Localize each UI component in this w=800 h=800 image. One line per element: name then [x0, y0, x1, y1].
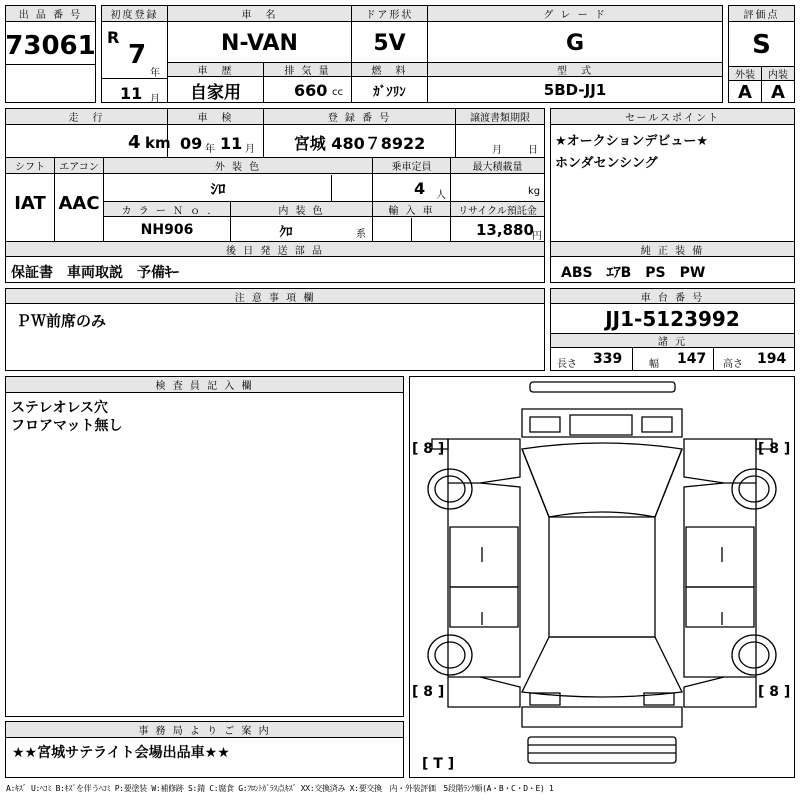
history-header: 車 歴	[168, 63, 263, 77]
displacement-header: 排 気 量	[264, 63, 351, 77]
car-name-box	[167, 5, 352, 63]
inspector-header: 検 査 員 記 入 欄	[6, 377, 403, 393]
interior-grade-value: A	[771, 81, 785, 103]
specs-height-label: 高さ	[723, 359, 743, 370]
door-value: 5V	[373, 30, 406, 56]
door-box	[351, 5, 428, 63]
door-header: ドア形状	[352, 6, 427, 22]
office-box	[5, 721, 404, 778]
shift-value: IAT	[14, 192, 46, 214]
chassis-value: JJ1-5123992	[605, 307, 740, 331]
selling-point-2: ホンダセンシング	[555, 156, 658, 171]
first-reg-era: R	[107, 28, 120, 47]
mileage-value: 4	[128, 132, 141, 153]
model-code-box	[427, 62, 723, 103]
tire-spare: [ T ]	[422, 756, 455, 772]
inspection-box	[167, 108, 264, 158]
registration-value: 宮城 480７8922	[293, 133, 426, 153]
transfer-month-unit: 月	[492, 145, 502, 156]
color-no-value: NH906	[140, 222, 194, 238]
inspector-line-1: ステレオレス穴	[11, 400, 109, 416]
chassis-box	[550, 288, 795, 371]
specs-width-value: 147	[677, 351, 707, 367]
color-no-header: カ ラ ー Ｎ ｏ .	[104, 202, 230, 217]
fuel-header: 燃 料	[352, 63, 427, 77]
grade-header: グ レ ー ド	[428, 6, 722, 22]
history-box	[167, 62, 264, 103]
specs-header: 諸 元	[551, 334, 794, 348]
score-value: S	[752, 30, 771, 60]
specs-height-value: 194	[757, 351, 787, 367]
recycle-header: リサイクル預託金	[451, 202, 544, 217]
inspection-month-unit: 月	[245, 144, 255, 155]
recycle-value: 13,880	[476, 221, 534, 239]
recycle-unit: 円	[532, 231, 542, 242]
transfer-box	[455, 108, 545, 158]
office-header: 事 務 局 よ り ご 案 内	[6, 722, 403, 738]
equipment-value: ABS ｴｱB PS PW	[561, 265, 706, 281]
mileage-header: 走 行	[6, 109, 167, 125]
displacement-value: 660	[294, 81, 328, 100]
notes-value: ＰＷ前席のみ	[16, 312, 107, 330]
car-diagram-box	[409, 376, 795, 778]
max-load-unit: kg	[528, 186, 541, 197]
int-color-value: ｸﾛ	[279, 224, 293, 240]
lot-number: 73061	[5, 31, 96, 61]
exterior-grade-value: A	[738, 81, 752, 103]
ext-color-value: ｼﾛ	[210, 179, 226, 198]
first-reg-box	[101, 5, 168, 103]
tire-rear-left: [ 8 ]	[412, 684, 445, 700]
grade-value: G	[565, 30, 585, 56]
notes-header: 注 意 事 項 欄	[6, 289, 544, 304]
aircon-value: AAC	[58, 192, 100, 214]
tire-front-left: [ 8 ]	[412, 441, 445, 457]
lot-header: 出 品 番 号	[6, 6, 95, 22]
inspection-year-unit: 年	[205, 144, 215, 155]
vehicle-details-box	[5, 157, 545, 242]
first-reg-year: 7	[128, 40, 147, 70]
inspection-year: 09	[180, 134, 203, 153]
transfer-header: 譲渡書類期限	[456, 109, 544, 125]
int-color-unit: 系	[356, 229, 366, 240]
aircon-header: エアコン	[55, 158, 103, 174]
fuel-box	[351, 62, 428, 103]
post-shipping-box	[5, 241, 545, 283]
tire-front-right: [ 8 ]	[758, 441, 791, 457]
capacity-header: 乗車定員	[373, 158, 450, 174]
post-shipping-value: 保証書 車両取説 予備ｷｰ	[11, 265, 179, 281]
fuel-value: ｶﾞｿﾘﾝ	[373, 84, 406, 100]
post-shipping-header: 後 日 発 送 部 品	[6, 242, 544, 257]
mileage-unit: km	[145, 134, 171, 152]
first-reg-year-unit: 年	[150, 68, 160, 79]
ext-color-header: 外 装 色	[104, 158, 372, 174]
grade-box	[427, 5, 723, 63]
max-load-header: 最大積載量	[451, 158, 544, 174]
specs-length-value: 339	[593, 351, 623, 367]
legend-text: A:ｷｽﾞ U:ﾍｺﾐ B:ｷｽﾞを伴うﾍｺﾐ P:要塗装 W:補修跡 S:錆 C:腐食 G:ﾌﾛﾝﾄｶﾞﾗｽ点ｷｽﾞ XX:交換済み X:要交換 内・外装評価 5段階ﾗﾝｸ順(A・B・C・D・E) 1	[6, 784, 554, 793]
displacement-box	[263, 62, 352, 103]
exterior-grade-header: 外装	[729, 67, 761, 81]
tire-rear-right: [ 8 ]	[758, 684, 791, 700]
office-value: ★★宮城サテライト会場出品車★★	[12, 745, 230, 761]
model-code-value: 5BD-JJ1	[543, 81, 607, 99]
car-name-header: 車 名	[168, 6, 351, 22]
car-name-value: N-VAN	[221, 30, 298, 56]
first-reg-month: 11	[120, 84, 143, 103]
selling-point-1: ★オークションデビュー★	[555, 134, 709, 149]
int-color-header: 内 装 色	[231, 202, 372, 217]
history-value: 自家用	[190, 82, 241, 103]
score-header: 評価点	[729, 6, 794, 22]
selling-points-header: セールスポイント	[551, 109, 794, 125]
notes-box	[5, 288, 545, 371]
registration-box	[263, 108, 456, 158]
first-reg-month-unit: 月	[150, 94, 160, 105]
chassis-header: 車 台 番 号	[551, 289, 794, 304]
inspector-line-2: フロアマット無し	[11, 418, 123, 434]
inspector-box	[5, 376, 404, 717]
registration-header: 登 録 番 号	[264, 109, 455, 125]
equipment-box	[550, 241, 795, 283]
inspection-header: 車 検	[168, 109, 263, 125]
score-box	[728, 5, 795, 103]
selling-points-box	[550, 108, 795, 242]
model-code-header: 型 式	[428, 63, 722, 77]
displacement-unit: cc	[332, 87, 343, 98]
capacity-value: 4	[414, 179, 426, 198]
capacity-unit: 人	[436, 190, 446, 201]
transfer-day-unit: 日	[528, 145, 538, 156]
interior-grade-header: 内装	[762, 67, 794, 81]
shift-header: シフト	[6, 158, 54, 174]
lot-box	[5, 5, 96, 103]
import-header: 輸 入 車	[373, 202, 450, 217]
first-reg-header: 初度登録	[102, 6, 167, 22]
inspection-month: 11	[220, 134, 243, 153]
car-body-diagram	[410, 377, 794, 777]
specs-length-label: 長さ	[557, 359, 577, 370]
mileage-box	[5, 108, 171, 158]
equipment-header: 純 正 装 備	[551, 242, 794, 257]
specs-width-label: 幅	[649, 359, 659, 370]
